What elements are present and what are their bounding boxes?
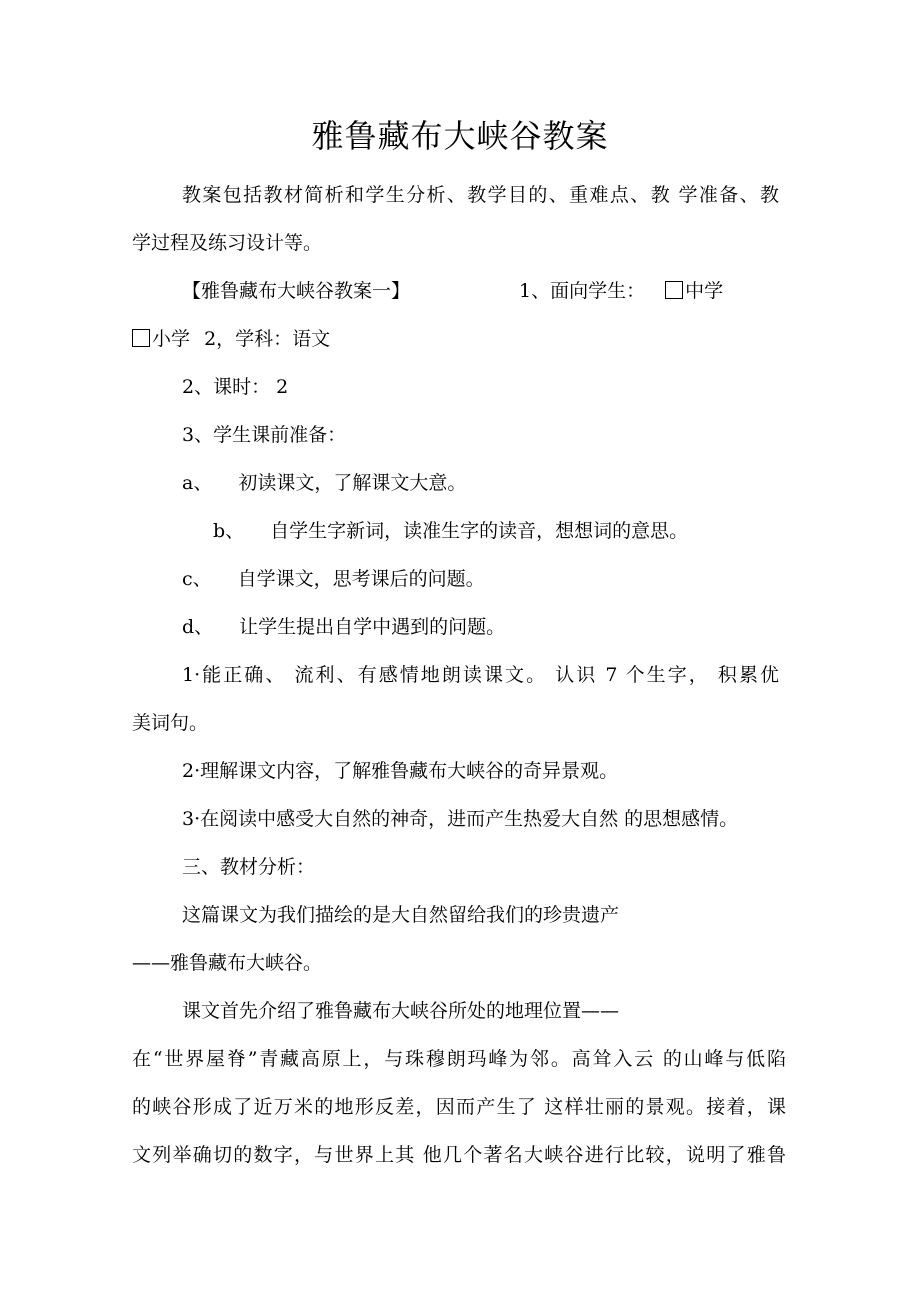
- section-heading: 【雅鲁藏布大峡谷教案一】: [182, 280, 411, 302]
- intro-line-2: 学过程及练习设计等。: [132, 232, 323, 254]
- goal-2: 2·理解课文内容，了解雅鲁藏布大峡谷的奇异景观。: [182, 760, 619, 782]
- goal-1-line-1: 1·能正确、 流利、有感情地朗读课文。 认识 7 个生字， 积累优: [182, 664, 779, 686]
- subject-text: 2，学科：语文: [204, 328, 331, 350]
- audience-label: 1、面向学生：: [519, 280, 646, 302]
- prep-item: [182, 566, 485, 592]
- prep-text: 初读课文，了解课文大意。: [238, 472, 467, 494]
- analysis-p1-line-2: ——雅鲁藏布大峡谷。: [132, 952, 323, 974]
- page-title: 雅鲁藏布大峡谷教案: [311, 117, 609, 155]
- goal-3: 3·在阅读中感受大自然的神奇，进而产生热爱大自然 的思想感情。: [182, 808, 739, 830]
- middle-school-label: 中学: [685, 280, 724, 302]
- prep-text: 自学课文，思考课后的问题。: [237, 568, 485, 590]
- primary-school-label: 小学: [152, 328, 191, 350]
- analysis-p2-line-2: 在“世界屋脊”青藏高原上，与珠穆朗玛峰为邻。高耸入云 的山峰与低陷: [132, 1048, 786, 1070]
- intro-line-1: 教案包括教材简析和学生分析、教学目的、重难点、教 学准备、教: [182, 184, 779, 206]
- prep-item: [182, 470, 466, 496]
- analysis-p2-line-4: 文列举确切的数字，与世界上其 他几个著名大峡谷进行比较，说明了雅鲁: [132, 1144, 786, 1166]
- prep-marker: d、: [182, 616, 214, 638]
- prep-text: 让学生提出自学中遇到的问题。: [239, 616, 506, 638]
- prep-marker: a、: [182, 472, 213, 494]
- lesson-time: 2、课时： 2: [182, 376, 289, 398]
- audience-line: [519, 278, 723, 304]
- prep-item: [213, 518, 688, 544]
- prep-marker: b、: [213, 520, 245, 542]
- goal-1-line-2: 美词句。: [132, 712, 209, 734]
- prep-heading: 3、学生课前准备：: [182, 424, 347, 446]
- analysis-heading: 三、教材分析：: [182, 856, 316, 878]
- middle-school-checkbox[interactable]: [665, 281, 683, 299]
- primary-school-checkbox[interactable]: [132, 329, 150, 347]
- prep-marker: c、: [182, 568, 212, 590]
- analysis-p2-line-1: 课文首先介绍了雅鲁藏布大峡谷所处的地理位置——: [182, 1000, 620, 1022]
- prep-text: 自学生字新词，读准生字的读音，想想词的意思。: [270, 520, 689, 542]
- analysis-p2-line-3: 的峡谷形成了近万米的地形反差，因而产生了 这样壮丽的景观。接着，课: [132, 1096, 786, 1118]
- analysis-p1-line-1: 这篇课文为我们描绘的是大自然留给我们的珍贵遗产: [182, 904, 620, 926]
- prep-item: [182, 614, 505, 640]
- audience-line-2: [132, 326, 330, 352]
